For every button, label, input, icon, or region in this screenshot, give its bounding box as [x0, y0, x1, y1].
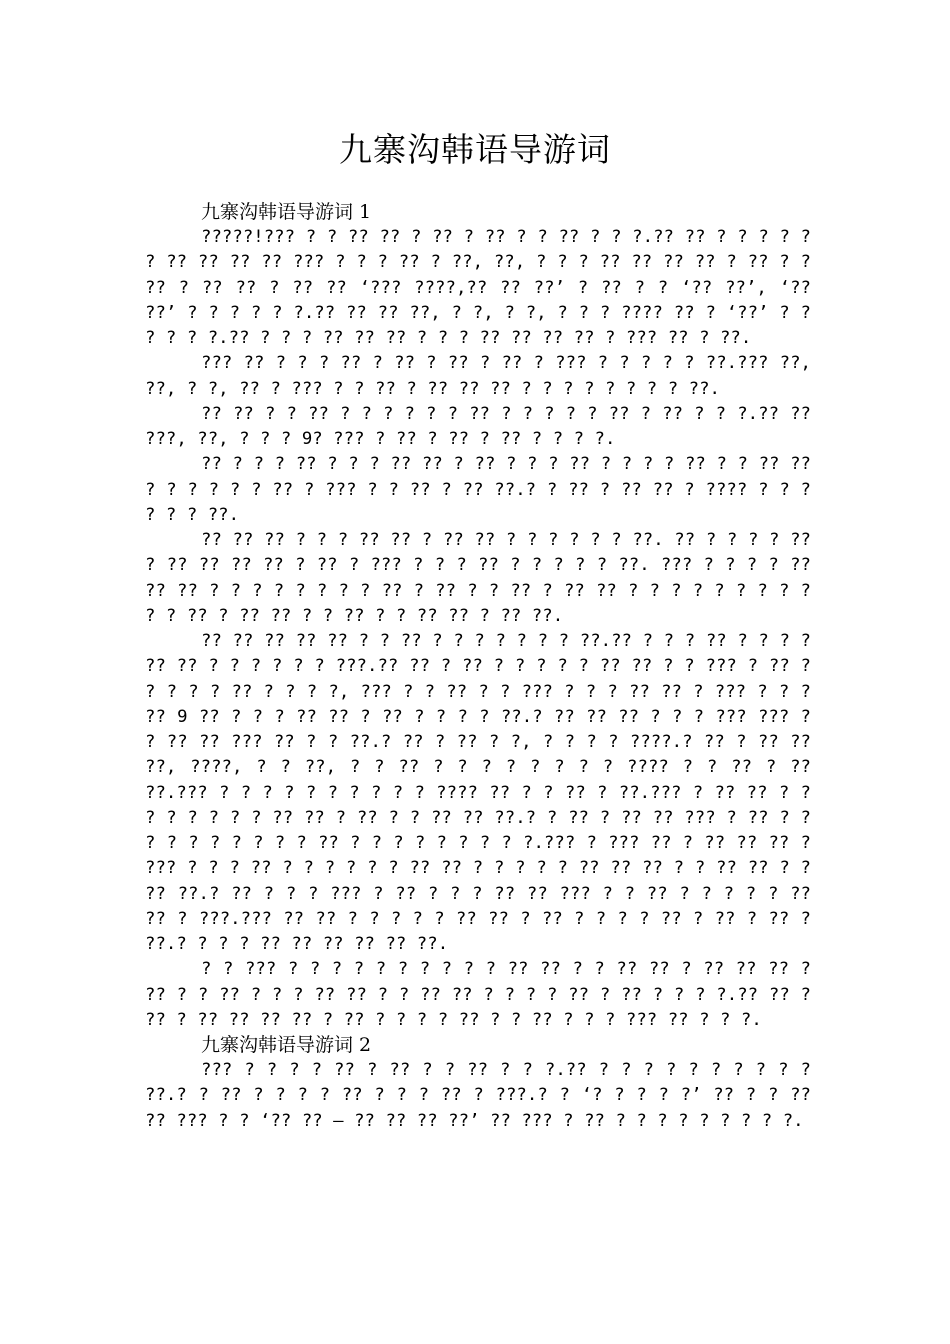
paragraph: ?????!??? ? ? ?? ?? ? ?? ? ?? ? ? ?? ? ? ?.?? ?? ? ? ? ? ? ? ?? ?? ?? ?? ??? ? ? ? ?? ? ??, ??, ? ? ? ?? ?? ?? ?? ? ?? ? ? ?? ? ?? ?? ? ?? ?? ‘??? ????,?? ?? ??’ ? ?? ? ? ‘?? ??’, ‘?? ??’ ? ? ? ? ? ?.?? ?? ?? ??, ? ?, ? ?, ? ? ? ???? ?? ? ‘??’ ? ? ? ? ? ?.?? ? ? ? ?? ?? ?? ? ? ? ?? ?? ?? ?? ? ??? ?? ? ??. — [145, 227, 811, 348]
paragraph: ??? ?? ? ? ? ?? ? ?? ? ?? ? ?? ? ??? ? ? ? ? ? ??.??? ??, ??, ? ?, ?? ? ??? ? ? ?? ? ?? ?? ?? ? ? ? ? ? ? ? ? ??. — [145, 353, 811, 399]
document-body — [145, 200, 811, 1134]
section-heading-2: 九寨沟韩语导游词 2 — [201, 1034, 372, 1056]
paragraph: ?? ?? ? ? ?? ? ? ? ? ? ? ?? ? ? ? ? ? ?? ? ?? ? ? ?.?? ?? ???, ??, ? ? ? 9? ??? ? ?? ? ?? ? ?? ? ? ? ?. — [145, 403, 811, 449]
paragraph: ?? ?? ?? ? ? ? ?? ?? ? ?? ?? ? ? ? ? ? ? ??. ?? ? ? ? ? ?? ? ?? ?? ?? ?? ? ?? ? ??? ? ? ? ?? ? ? ? ? ? ??. ??? ? ? ? ? ?? ?? ?? ? ? ? ? ? ? ? ? ?? ? ?? ? ? ?? ? ?? ?? ? ? ? ? ? ? ? ? ? ? ? ?? ? ?? ?? ? ? ?? ? ? ?? ?? ? ?? ??. — [145, 530, 811, 626]
paragraph: ? ? ??? ? ? ? ? ? ? ? ? ? ? ?? ?? ? ? ?? ?? ? ?? ?? ?? ? ?? ? ? ?? ? ? ? ?? ?? ? ? ?? ?? ? ? ? ? ?? ? ?? ? ? ? ?.?? ?? ? ?? ? ?? ?? ?? ?? ? ?? ? ? ? ? ?? ? ? ?? ? ? ? ??? ?? ? ? ?. — [145, 959, 811, 1030]
document-title: 九寨沟韩语导游词 — [339, 130, 611, 169]
paragraph: ?? ? ? ? ?? ? ? ? ?? ?? ? ?? ? ? ? ?? ? ? ? ? ?? ? ? ?? ?? ? ? ? ? ? ? ?? ? ??? ? ? ?? ? ?? ??.? ? ?? ? ?? ?? ? ???? ? ? ? ? ? ? ??. — [145, 454, 811, 525]
paragraph: ??? ? ? ? ? ?? ? ?? ? ? ?? ? ? ?.?? ? ? ? ? ? ? ? ? ? ? ??.? ? ?? ? ? ? ? ?? ? ? ? ?? ? ???.? ? ‘? ? ? ? ?’ ?? ? ? ?? ?? ??? ? ? ‘?? ?? – ?? ?? ?? ??’ ?? ??? ? ?? ? ? ? ? ? ? ? ? ?. — [145, 1060, 811, 1131]
paragraph: ?? ?? ?? ?? ?? ? ? ?? ? ? ? ? ? ? ? ??.?? ? ? ? ?? ? ? ? ? ?? ?? ? ? ? ? ? ? ???.?? ?? ? ?? ? ? ? ? ? ?? ?? ? ? ??? ? ?? ? ? ? ? ? ?? ? ? ? ?, ??? ? ? ?? ? ? ??? ? ? ? ?? ?? ? ??? ? ? ? ?? 9 ?? ? ? ? ?? ?? ? ?? ? ? ? ? ??.? ?? ?? ?? ? ? ? ??? ??? ? ? ?? ?? ??? ?? ? ? ??.? ?? ? ?? ? ?, ? ? ? ? ????.? ?? ? ?? ?? ??, ????, ? ? ??, ? ? ?? ? ? ? ? ? ? ? ? ???? ? ? ?? ? ?? ??.??? ? ? ? ? ? ? ? ? ? ? ???? ?? ? ? ?? ? ??.??? ? ?? ?? ? ? ? ? ? ? ? ? ?? ?? ? ?? ? ? ?? ?? ??.? ? ?? ? ?? ?? ??? ? ?? ? ? ? ? ? ? ? ? ? ? ?? ? ? ? ? ? ? ? ? ?.??? ? ??? ?? ? ?? ?? ?? ? ??? ? ? ? ?? ? ? ? ? ? ? ?? ?? ? ? ? ? ? ?? ?? ?? ? ? ?? ?? ? ? ?? ??.? ?? ? ? ? ??? ? ?? ? ? ? ?? ?? ??? ? ? ?? ? ? ? ? ? ?? ?? ? ???.??? ?? ?? ? ? ? ? ? ?? ?? ? ?? ? ? ? ? ?? ? ?? ? ?? ? ??.? ? ? ? ?? ?? ?? ?? ?? ??. — [145, 631, 811, 954]
section-heading-1: 九寨沟韩语导游词 1 — [201, 201, 372, 223]
